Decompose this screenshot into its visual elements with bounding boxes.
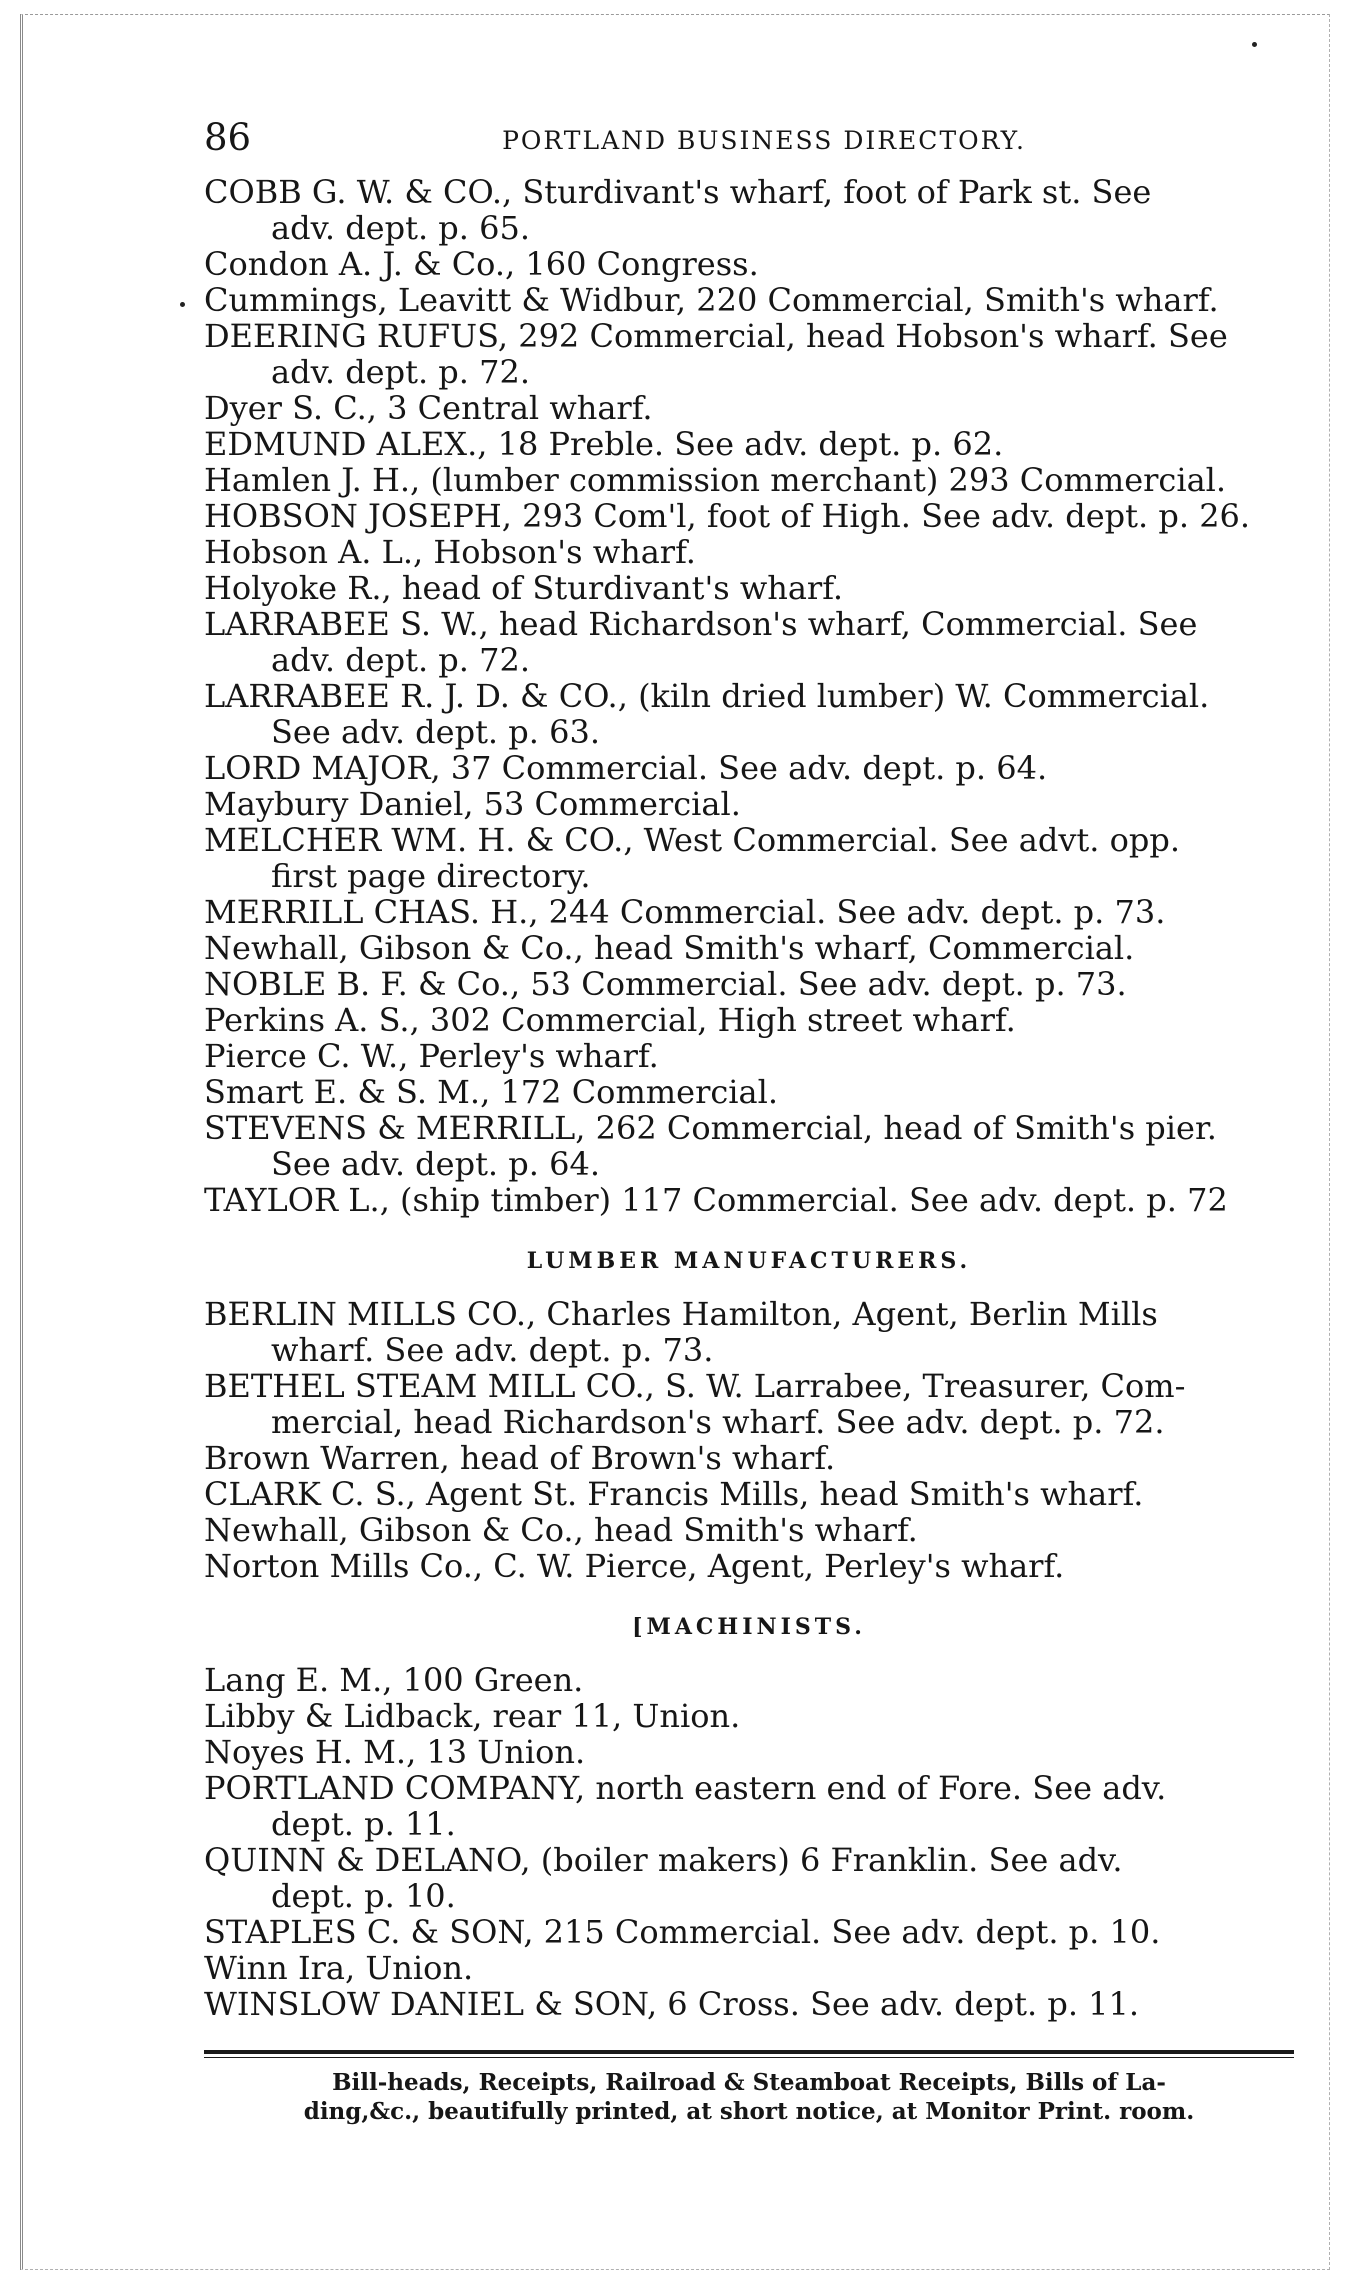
directory-entry (204, 426, 1294, 462)
entry-text: Smart E. & S. M., 172 Commercial. (204, 1074, 778, 1110)
page-number: 86 (204, 116, 252, 159)
directory-entry (204, 1110, 1294, 1182)
entry-text: HOBSON JOSEPH, 293 Com'l, foot of High. See adv. dept. p. 26. (204, 498, 1251, 534)
directory-entry (204, 1368, 1294, 1440)
entry-text: WINSLOW DANIEL & SON, 6 Cross. See adv. dept. p. 11. (204, 1986, 1140, 2022)
entry-text: NOBLE B. F. & Co., 53 Commercial. See adv. dept. p. 73. (204, 966, 1127, 1002)
ink-speck (1252, 42, 1257, 47)
directory-entry (204, 462, 1294, 498)
directory-entry (204, 498, 1294, 534)
entry-text: Perkins A. S., 302 Commercial, High street wharf. (204, 1002, 1016, 1038)
directory-entry (204, 1734, 1294, 1770)
entry-text: Libby & Lidback, rear 11, Union. (204, 1698, 741, 1734)
entry-continuation: adv. dept. p. 65. (271, 209, 531, 246)
entry-text: Hobson A. L., Hobson's wharf. (204, 534, 696, 570)
entry-continuation: adv. dept. p. 72. (271, 353, 531, 390)
directory-entry (204, 1002, 1294, 1038)
entry-text: Noyes H. M., 13 Union. (204, 1734, 586, 1770)
running-title: PORTLAND BUSINESS DIRECTORY. (502, 126, 1026, 155)
entry-continuation: See adv. dept. p. 64. (271, 1145, 600, 1182)
directory-entry (204, 1698, 1294, 1734)
footer-rule (204, 2050, 1294, 2058)
directory-entry (204, 1986, 1294, 2022)
entry-text: Cummings, Leavitt & Widbur, 220 Commercial, Smith's wharf. (204, 282, 1219, 318)
ink-speck (180, 302, 185, 307)
entry-text: Norton Mills Co., C. W. Pierce, Agent, Perley's wharf. (204, 1548, 1065, 1584)
entry-text: PORTLAND COMPANY, north eastern end of Fore. See adv. (204, 1770, 1167, 1807)
entry-continuation: adv. dept. p. 72. (271, 641, 531, 678)
directory-entry (204, 1770, 1294, 1842)
page-header (204, 116, 1294, 174)
entry-text: BERLIN MILLS CO., Charles Hamilton, Agent, Berlin Mills (204, 1296, 1158, 1333)
directory-entry (204, 390, 1294, 426)
entry-text: COBB G. W. & CO., Sturdivant's wharf, foot of Park st. See (204, 174, 1152, 211)
entry-continuation: first page directory. (271, 857, 591, 894)
lumber-manufacturers-listing (204, 1296, 1294, 1584)
directory-entry (204, 678, 1294, 750)
directory-entry (204, 246, 1294, 282)
section-heading-machinists: [MACHINISTS. (632, 1614, 866, 1640)
machinists-listing (204, 1662, 1294, 2022)
directory-entry (204, 1182, 1294, 1218)
entry-text: TAYLOR L., (ship timber) 117 Commercial. See adv. dept. p. 72 (204, 1182, 1228, 1218)
directory-entry (204, 1440, 1294, 1476)
entry-text: LARRABEE R. J. D. & CO., (kiln dried lumber) W. Commercial. (204, 678, 1210, 715)
entry-text: MERRILL CHAS. H., 244 Commercial. See adv. dept. p. 73. (204, 894, 1166, 930)
entry-text: Dyer S. C., 3 Central wharf. (204, 390, 653, 426)
entry-continuation: mercial, head Richardson's wharf. See adv. dept. p. 72. (271, 1403, 1165, 1440)
entry-continuation: See adv. dept. p. 63. (271, 713, 600, 750)
directory-listing (204, 174, 1294, 1218)
entry-text: CLARK C. S., Agent St. Francis Mills, head Smith's wharf. (204, 1476, 1144, 1512)
entry-text: Holyoke R., head of Sturdivant's wharf. (204, 570, 844, 606)
entry-continuation: dept. p. 10. (271, 1877, 456, 1914)
directory-entry (204, 534, 1294, 570)
footer-advertisement (204, 2068, 1294, 2126)
advertisement-line-2: ding,&c., beautifully printed, at short notice, at Monitor Print. room. (303, 2098, 1195, 2125)
entry-text: EDMUND ALEX., 18 Preble. See adv. dept. p. 62. (204, 426, 1004, 462)
directory-entry (204, 750, 1294, 786)
entry-text: DEERING RUFUS, 292 Commercial, head Hobson's wharf. See (204, 318, 1228, 355)
entry-text: Newhall, Gibson & Co., head Smith's wharf, Commercial. (204, 930, 1135, 966)
section-heading-lumber: LUMBER MANUFACTURERS. (526, 1248, 972, 1274)
directory-entry (204, 1914, 1294, 1950)
entry-text: BETHEL STEAM MILL CO., S. W. Larrabee, Treasurer, Com- (204, 1368, 1186, 1405)
directory-entry (204, 570, 1294, 606)
directory-entry (204, 1662, 1294, 1698)
entry-text: Newhall, Gibson & Co., head Smith's wharf. (204, 1512, 918, 1548)
entry-text: Condon A. J. & Co., 160 Congress. (204, 246, 759, 282)
directory-entry (204, 1038, 1294, 1074)
directory-entry (204, 1842, 1294, 1914)
entry-continuation: dept. p. 11. (271, 1805, 456, 1842)
entry-text: Lang E. M., 100 Green. (204, 1662, 584, 1698)
entry-text: STAPLES C. & SON, 215 Commercial. See adv. dept. p. 10. (204, 1914, 1161, 1950)
entry-text: Maybury Daniel, 53 Commercial. (204, 786, 741, 822)
directory-entry (204, 822, 1294, 894)
directory-entry (204, 1950, 1294, 1986)
entry-text: QUINN & DELANO, (boiler makers) 6 Franklin. See adv. (204, 1842, 1123, 1879)
entry-text: Winn Ira, Union. (204, 1950, 474, 1986)
directory-entry (204, 894, 1294, 930)
entry-continuation: wharf. See adv. dept. p. 73. (271, 1331, 714, 1368)
entry-text: MELCHER WM. H. & CO., West Commercial. See advt. opp. (204, 822, 1181, 859)
entry-text: Pierce C. W., Perley's wharf. (204, 1038, 659, 1074)
entry-text: LORD MAJOR, 37 Commercial. See adv. dept. p. 64. (204, 750, 1048, 786)
directory-page (204, 116, 1294, 2126)
entry-text: Brown Warren, head of Brown's wharf. (204, 1440, 836, 1476)
entry-text: LARRABEE S. W., head Richardson's wharf, Commercial. See (204, 606, 1198, 643)
directory-entry (204, 606, 1294, 678)
advertisement-line-1: Bill-heads, Receipts, Railroad & Steamboat Receipts, Bills of La- (332, 2069, 1166, 2096)
directory-entry (204, 1512, 1294, 1548)
entry-text: STEVENS & MERRILL, 262 Commercial, head of Smith's pier. (204, 1110, 1217, 1147)
directory-entry (204, 1476, 1294, 1512)
directory-entry (204, 1074, 1294, 1110)
directory-entry (204, 174, 1294, 246)
directory-entry (204, 786, 1294, 822)
directory-entry (204, 966, 1294, 1002)
directory-entry (204, 1296, 1294, 1368)
directory-entry (204, 282, 1294, 318)
directory-entry (204, 1548, 1294, 1584)
directory-entry (204, 318, 1294, 390)
directory-entry (204, 930, 1294, 966)
entry-text: Hamlen J. H., (lumber commission merchant) 293 Commercial. (204, 462, 1227, 498)
